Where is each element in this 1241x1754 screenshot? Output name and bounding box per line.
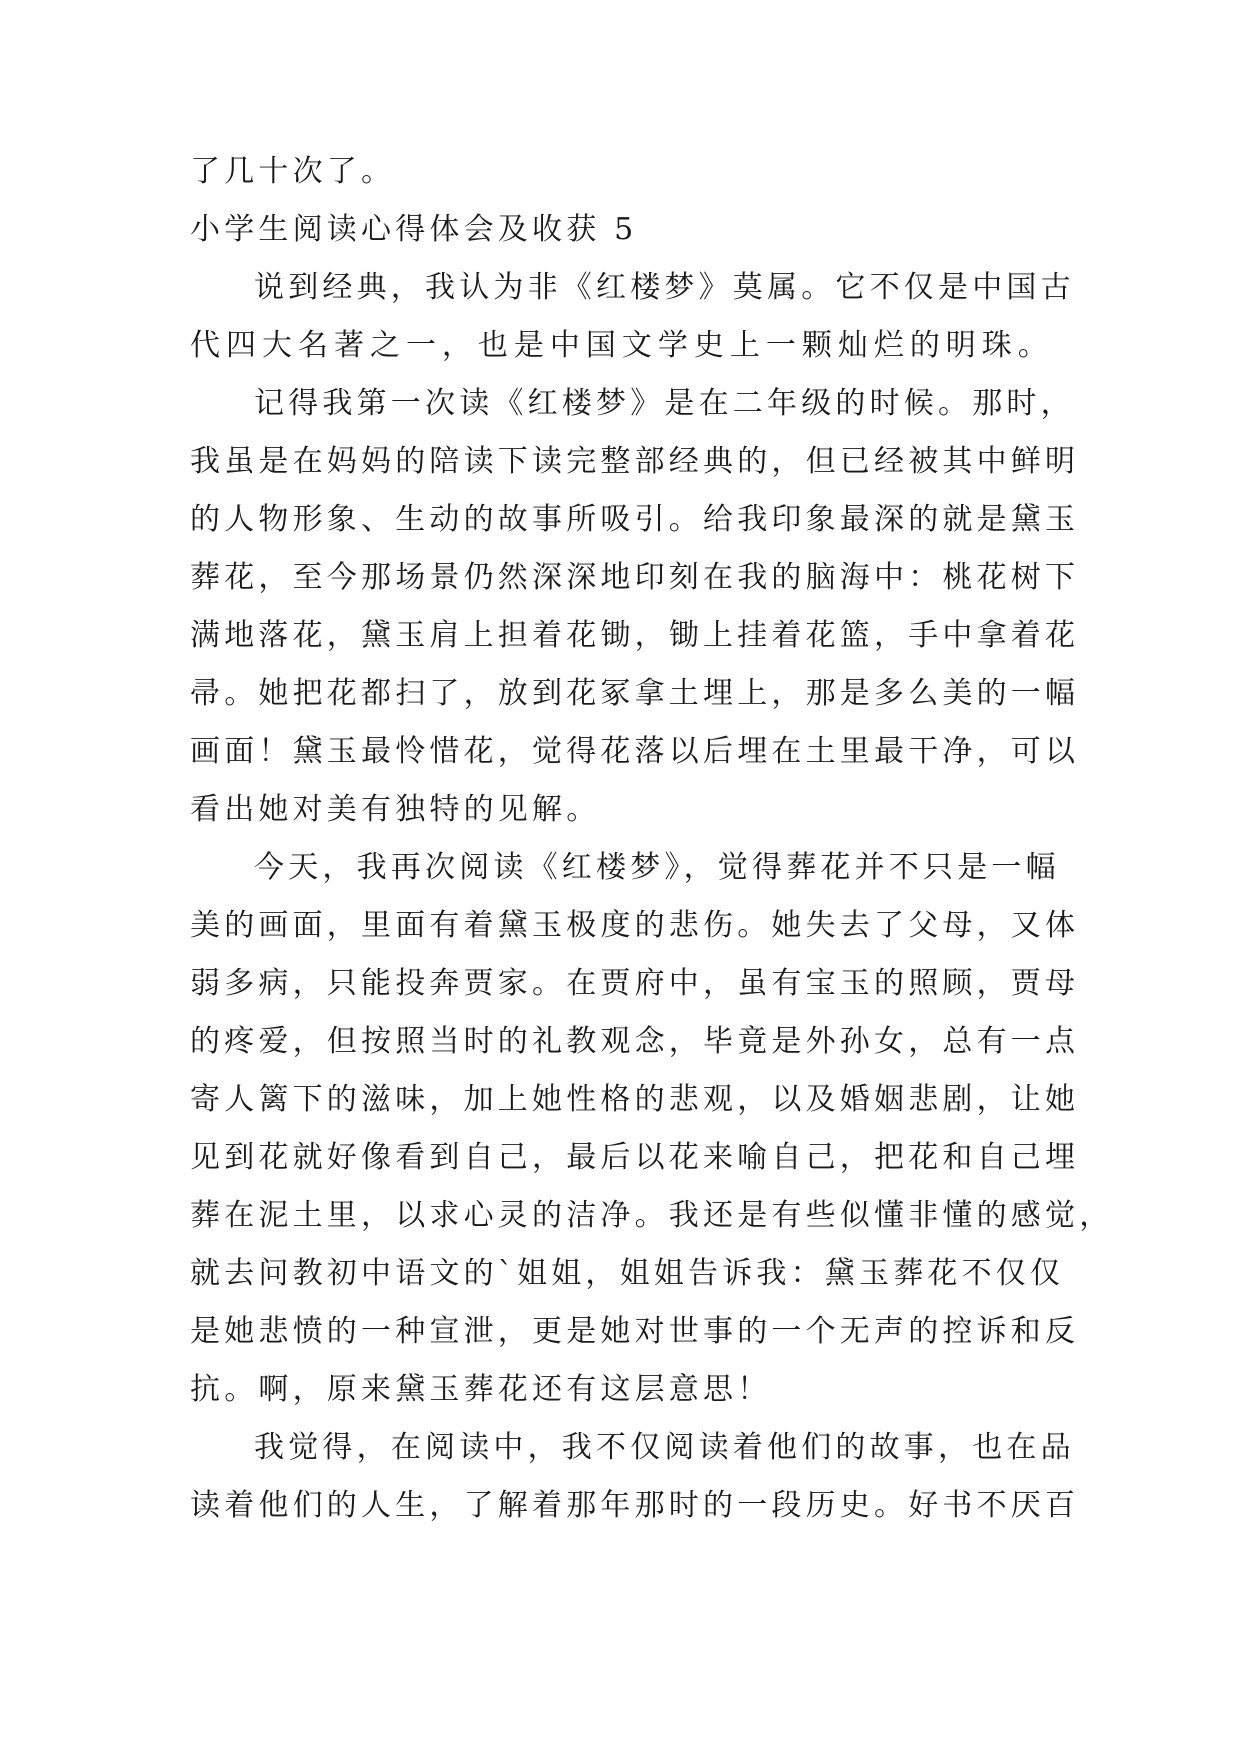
paragraph-3-line-2: 美的画面，里面有着黛玉极度的悲伤。她失去了父母，又体 <box>190 908 1080 943</box>
section-heading: 小学生阅读心得体会及收获 5 <box>190 212 638 247</box>
paragraph-3-line-9: 是她悲愤的一种宣泄，更是她对世事的一个无声的控诉和反 <box>190 1314 1080 1349</box>
paragraph-3-line-8: 就去问教初中语文的`姐姐，姐姐告诉我：黛玉葬花不仅仅 <box>190 1256 1065 1291</box>
paragraph-4-line-2: 读着他们的人生，了解着那年那时的一段历史。好书不厌百 <box>190 1488 1080 1523</box>
paragraph-3-line-1: 今天，我再次阅读《红楼梦》，觉得葬花并不只是一幅 <box>254 850 1060 885</box>
paragraph-3-line-7: 葬在泥土里，以求心灵的洁净。我还是有些似懂非懂的感觉， <box>190 1198 1114 1233</box>
paragraph-3-line-5: 寄人篱下的滋味，加上她性格的悲观，以及婚姻悲剧，让她 <box>190 1082 1080 1117</box>
paragraph-2-line-1: 记得我第一次读《红楼梦》是在二年级的时候。那时， <box>254 386 1075 421</box>
paragraph-2-line-2: 我虽是在妈妈的陪读下读完整部经典的，但已经被其中鲜明 <box>190 444 1080 479</box>
paragraph-2-line-3: 的人物形象、生动的故事所吸引。给我印象最深的就是黛玉 <box>190 502 1080 537</box>
paragraph-2-line-6: 帚。她把花都扫了，放到花冢拿土埋上，那是多么美的一幅 <box>190 676 1080 711</box>
paragraph-3-line-4: 的疼爱，但按照当时的礼教观念，毕竟是外孙女，总有一点 <box>190 1024 1080 1059</box>
paragraph-2-line-7: 画面！黛玉最怜惜花，觉得花落以后埋在土里最干净，可以 <box>190 734 1080 769</box>
paragraph-1-line-2: 代四大名著之一，也是中国文学史上一颗灿烂的明珠。 <box>190 328 1052 363</box>
text-line-continuation: 了几十次了。 <box>190 154 396 189</box>
paragraph-4-line-1: 我觉得，在阅读中，我不仅阅读着他们的故事，也在品 <box>254 1430 1075 1465</box>
paragraph-3-line-10: 抗。啊，原来黛玉葬花还有这层意思！ <box>190 1372 772 1407</box>
paragraph-1-line-1: 说到经典，我认为非《红楼梦》莫属。它不仅是中国古 <box>254 270 1075 305</box>
paragraph-2-line-4: 葬花，至今那场景仍然深深地印刻在我的脑海中：桃花树下 <box>190 560 1080 595</box>
paragraph-3-line-3: 弱多病，只能投奔贾家。在贾府中，虽有宝玉的照顾，贾母 <box>190 966 1080 1001</box>
paragraph-3-line-6: 见到花就好像看到自己，最后以花来喻自己，把花和自己埋 <box>190 1140 1080 1175</box>
paragraph-2-line-8: 看出她对美有独特的见解。 <box>190 792 601 827</box>
paragraph-2-line-5: 满地落花，黛玉肩上担着花锄，锄上挂着花篮，手中拿着花 <box>190 618 1080 653</box>
